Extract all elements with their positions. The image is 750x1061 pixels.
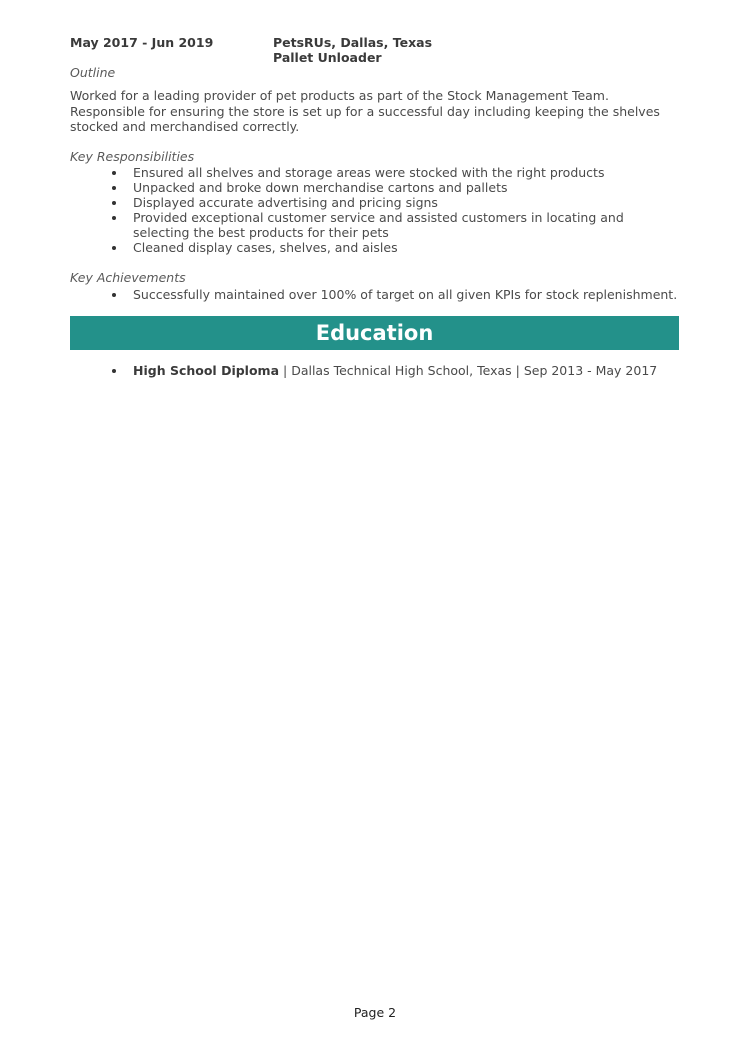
list-item: [70, 240, 680, 255]
separator: |: [511, 363, 524, 378]
separator: |: [279, 363, 292, 378]
responsibility-text: Provided exceptional customer service and assisted customers in locating and selecting the best products for their pets: [133, 210, 624, 240]
job-employer: PetsRUs, Dallas, Texas: [273, 35, 433, 50]
bullet-icon: [112, 186, 116, 190]
job-dates: May 2017 - Jun 2019: [70, 35, 214, 50]
responsibilities-heading: Key Responsibilities: [70, 149, 195, 164]
bullet-icon: [112, 369, 116, 373]
education-dates: Sep 2013 - May 2017: [523, 363, 658, 378]
responsibilities-list: [70, 165, 680, 255]
bullet-icon: [112, 216, 116, 220]
responsibility-text: Cleaned display cases, shelves, and aisles: [133, 240, 398, 255]
education-school: Dallas Technical High School, Texas: [291, 363, 512, 378]
outline-text: Worked for a leading provider of pet products as part of the Stock Management Team. Responsible for ensuring the store is set up for a successful day including keeping the shelves stocked and merchandised correctly.: [70, 88, 660, 134]
achievements-list: [70, 287, 680, 302]
responsibility-text: Unpacked and broke down merchandise cartons and pallets: [133, 180, 508, 195]
achievement-text: Successfully maintained over 100% of target on all given KPIs for stock replenishment.: [133, 287, 678, 302]
achievements-heading: Key Achievements: [70, 270, 186, 285]
education-heading: Education: [315, 321, 434, 345]
education-section-header: [70, 316, 679, 350]
list-item: [70, 195, 680, 210]
list-item: [70, 180, 680, 195]
education-degree: High School Diploma: [133, 363, 280, 378]
page-number: Page 2: [353, 1005, 397, 1020]
list-item: [70, 210, 680, 240]
list-item: [70, 165, 680, 180]
bullet-icon: [112, 171, 116, 175]
bullet-icon: [112, 201, 116, 205]
job-title: Pallet Unloader: [273, 50, 382, 65]
responsibility-text: Displayed accurate advertising and pricing signs: [133, 195, 438, 210]
education-item: [70, 363, 680, 378]
list-item: [70, 287, 680, 302]
outline-heading: Outline: [70, 65, 116, 80]
bullet-icon: [112, 293, 116, 297]
responsibility-text: Ensured all shelves and storage areas were stocked with the right products: [133, 165, 605, 180]
bullet-icon: [112, 246, 116, 250]
